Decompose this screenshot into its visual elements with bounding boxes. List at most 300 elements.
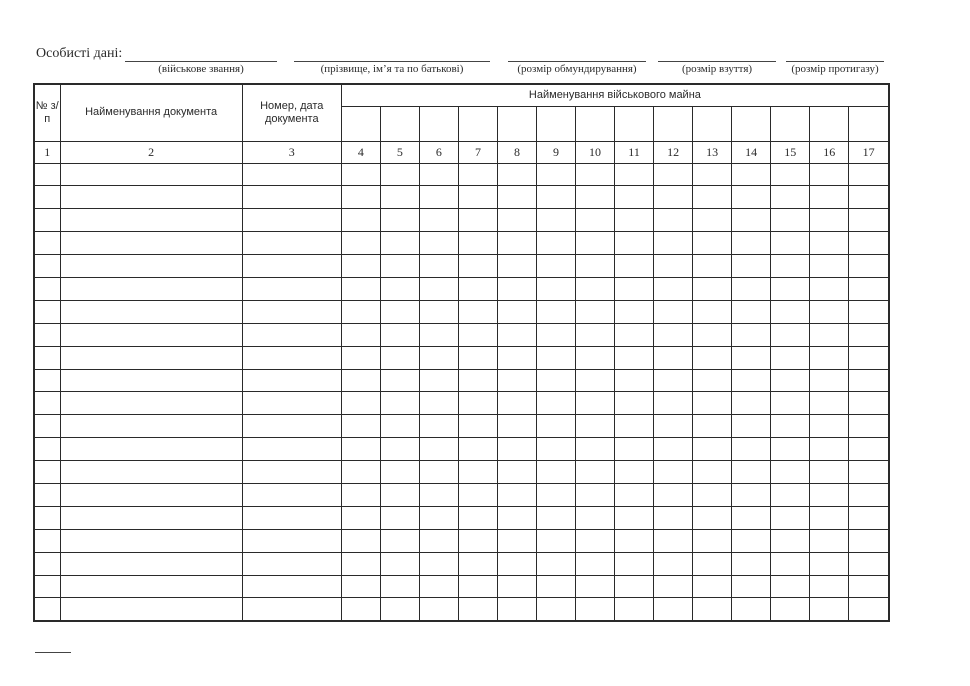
table-cell[interactable] <box>536 323 575 346</box>
table-cell[interactable] <box>810 461 849 484</box>
military-rank-field[interactable] <box>125 45 277 79</box>
table-cell[interactable] <box>654 598 693 621</box>
table-cell[interactable] <box>732 323 771 346</box>
table-cell[interactable] <box>732 186 771 209</box>
table-cell[interactable] <box>615 575 654 598</box>
table-cell[interactable] <box>654 552 693 575</box>
table-cell[interactable] <box>34 575 60 598</box>
table-cell[interactable] <box>732 369 771 392</box>
property-name-cell[interactable] <box>654 106 693 141</box>
table-cell[interactable] <box>732 277 771 300</box>
table-cell[interactable] <box>536 506 575 529</box>
property-name-cell[interactable] <box>810 106 849 141</box>
table-cell[interactable] <box>615 346 654 369</box>
table-cell[interactable] <box>849 392 889 415</box>
table-cell[interactable] <box>341 438 380 461</box>
property-name-cell[interactable] <box>732 106 771 141</box>
table-cell[interactable] <box>576 461 615 484</box>
table-cell[interactable] <box>536 483 575 506</box>
table-cell[interactable] <box>497 186 536 209</box>
table-cell[interactable] <box>60 438 242 461</box>
table-cell[interactable] <box>419 598 458 621</box>
table-cell[interactable] <box>771 438 810 461</box>
table-cell[interactable] <box>458 323 497 346</box>
property-name-cell[interactable] <box>341 106 380 141</box>
table-cell[interactable] <box>576 506 615 529</box>
table-cell[interactable] <box>380 209 419 232</box>
table-cell[interactable] <box>419 552 458 575</box>
table-cell[interactable] <box>341 209 380 232</box>
table-cell[interactable] <box>60 163 242 186</box>
table-cell[interactable] <box>242 529 341 552</box>
table-cell[interactable] <box>771 369 810 392</box>
table-cell[interactable] <box>615 277 654 300</box>
table-cell[interactable] <box>536 529 575 552</box>
table-cell[interactable] <box>380 255 419 278</box>
table-cell[interactable] <box>810 415 849 438</box>
table-cell[interactable] <box>497 483 536 506</box>
table-cell[interactable] <box>654 277 693 300</box>
table-cell[interactable] <box>576 552 615 575</box>
table-cell[interactable] <box>615 255 654 278</box>
table-cell[interactable] <box>615 300 654 323</box>
table-cell[interactable] <box>60 506 242 529</box>
table-cell[interactable] <box>810 255 849 278</box>
table-cell[interactable] <box>60 529 242 552</box>
table-cell[interactable] <box>60 186 242 209</box>
table-cell[interactable] <box>34 369 60 392</box>
table-cell[interactable] <box>693 186 732 209</box>
table-cell[interactable] <box>810 346 849 369</box>
table-cell[interactable] <box>34 529 60 552</box>
table-cell[interactable] <box>458 163 497 186</box>
table-cell[interactable] <box>849 346 889 369</box>
table-cell[interactable] <box>458 575 497 598</box>
table-cell[interactable] <box>771 300 810 323</box>
table-cell[interactable] <box>341 300 380 323</box>
table-cell[interactable] <box>693 232 732 255</box>
table-cell[interactable] <box>380 575 419 598</box>
table-cell[interactable] <box>732 209 771 232</box>
table-cell[interactable] <box>693 277 732 300</box>
table-cell[interactable] <box>536 461 575 484</box>
table-cell[interactable] <box>654 369 693 392</box>
table-cell[interactable] <box>60 392 242 415</box>
table-cell[interactable] <box>693 552 732 575</box>
table-cell[interactable] <box>380 392 419 415</box>
table-cell[interactable] <box>536 209 575 232</box>
table-cell[interactable] <box>654 438 693 461</box>
table-cell[interactable] <box>654 392 693 415</box>
table-cell[interactable] <box>458 255 497 278</box>
table-cell[interactable] <box>34 277 60 300</box>
table-cell[interactable] <box>380 300 419 323</box>
table-cell[interactable] <box>34 438 60 461</box>
table-cell[interactable] <box>693 323 732 346</box>
table-cell[interactable] <box>419 232 458 255</box>
table-cell[interactable] <box>341 346 380 369</box>
table-cell[interactable] <box>771 552 810 575</box>
table-cell[interactable] <box>732 346 771 369</box>
table-cell[interactable] <box>34 506 60 529</box>
table-cell[interactable] <box>419 483 458 506</box>
table-cell[interactable] <box>693 346 732 369</box>
table-cell[interactable] <box>615 598 654 621</box>
table-cell[interactable] <box>458 529 497 552</box>
table-cell[interactable] <box>341 552 380 575</box>
table-cell[interactable] <box>242 346 341 369</box>
table-cell[interactable] <box>615 438 654 461</box>
table-cell[interactable] <box>810 529 849 552</box>
table-cell[interactable] <box>458 461 497 484</box>
table-cell[interactable] <box>497 461 536 484</box>
table-cell[interactable] <box>849 186 889 209</box>
table-cell[interactable] <box>458 277 497 300</box>
table-cell[interactable] <box>497 232 536 255</box>
table-cell[interactable] <box>380 346 419 369</box>
table-cell[interactable] <box>60 232 242 255</box>
table-cell[interactable] <box>536 163 575 186</box>
table-cell[interactable] <box>341 186 380 209</box>
table-cell[interactable] <box>693 575 732 598</box>
table-cell[interactable] <box>341 277 380 300</box>
table-cell[interactable] <box>810 598 849 621</box>
table-cell[interactable] <box>536 300 575 323</box>
table-cell[interactable] <box>341 575 380 598</box>
table-cell[interactable] <box>497 255 536 278</box>
table-cell[interactable] <box>771 575 810 598</box>
table-cell[interactable] <box>810 438 849 461</box>
property-name-cell[interactable] <box>771 106 810 141</box>
table-cell[interactable] <box>242 209 341 232</box>
table-cell[interactable] <box>810 506 849 529</box>
table-cell[interactable] <box>419 323 458 346</box>
table-cell[interactable] <box>810 300 849 323</box>
table-cell[interactable] <box>849 552 889 575</box>
table-cell[interactable] <box>654 529 693 552</box>
table-cell[interactable] <box>615 415 654 438</box>
table-cell[interactable] <box>693 392 732 415</box>
table-cell[interactable] <box>849 438 889 461</box>
table-cell[interactable] <box>732 529 771 552</box>
property-name-cell[interactable] <box>458 106 497 141</box>
table-cell[interactable] <box>242 392 341 415</box>
property-name-cell[interactable] <box>419 106 458 141</box>
table-cell[interactable] <box>576 232 615 255</box>
table-cell[interactable] <box>615 392 654 415</box>
table-cell[interactable] <box>771 346 810 369</box>
property-name-cell[interactable] <box>615 106 654 141</box>
table-cell[interactable] <box>576 163 615 186</box>
table-cell[interactable] <box>458 300 497 323</box>
table-cell[interactable] <box>732 483 771 506</box>
table-cell[interactable] <box>536 438 575 461</box>
property-name-cell[interactable] <box>693 106 732 141</box>
table-cell[interactable] <box>615 461 654 484</box>
table-cell[interactable] <box>497 575 536 598</box>
table-cell[interactable] <box>497 598 536 621</box>
table-cell[interactable] <box>732 461 771 484</box>
table-cell[interactable] <box>732 506 771 529</box>
table-cell[interactable] <box>693 438 732 461</box>
table-cell[interactable] <box>242 438 341 461</box>
table-cell[interactable] <box>380 552 419 575</box>
table-cell[interactable] <box>242 300 341 323</box>
table-cell[interactable] <box>536 552 575 575</box>
table-cell[interactable] <box>419 255 458 278</box>
table-cell[interactable] <box>34 300 60 323</box>
table-cell[interactable] <box>242 575 341 598</box>
table-cell[interactable] <box>497 300 536 323</box>
table-cell[interactable] <box>60 277 242 300</box>
table-cell[interactable] <box>693 506 732 529</box>
table-cell[interactable] <box>849 483 889 506</box>
table-cell[interactable] <box>341 163 380 186</box>
property-name-cell[interactable] <box>497 106 536 141</box>
table-cell[interactable] <box>576 346 615 369</box>
table-cell[interactable] <box>419 415 458 438</box>
table-cell[interactable] <box>242 461 341 484</box>
table-cell[interactable] <box>536 392 575 415</box>
table-cell[interactable] <box>693 598 732 621</box>
table-cell[interactable] <box>654 209 693 232</box>
table-cell[interactable] <box>458 209 497 232</box>
table-cell[interactable] <box>849 461 889 484</box>
table-cell[interactable] <box>380 506 419 529</box>
table-cell[interactable] <box>458 598 497 621</box>
table-cell[interactable] <box>419 575 458 598</box>
table-cell[interactable] <box>615 369 654 392</box>
table-cell[interactable] <box>419 392 458 415</box>
table-cell[interactable] <box>654 255 693 278</box>
property-name-cell[interactable] <box>380 106 419 141</box>
table-cell[interactable] <box>771 598 810 621</box>
table-cell[interactable] <box>458 186 497 209</box>
table-cell[interactable] <box>810 369 849 392</box>
property-name-cell[interactable] <box>536 106 575 141</box>
table-cell[interactable] <box>458 552 497 575</box>
table-cell[interactable] <box>497 209 536 232</box>
table-cell[interactable] <box>654 461 693 484</box>
table-cell[interactable] <box>536 598 575 621</box>
table-cell[interactable] <box>849 209 889 232</box>
table-cell[interactable] <box>849 506 889 529</box>
table-cell[interactable] <box>419 369 458 392</box>
table-cell[interactable] <box>341 506 380 529</box>
table-cell[interactable] <box>576 300 615 323</box>
table-cell[interactable] <box>693 415 732 438</box>
table-cell[interactable] <box>34 323 60 346</box>
table-cell[interactable] <box>242 506 341 529</box>
table-cell[interactable] <box>693 483 732 506</box>
table-cell[interactable] <box>60 598 242 621</box>
table-cell[interactable] <box>341 392 380 415</box>
table-cell[interactable] <box>34 552 60 575</box>
table-cell[interactable] <box>576 209 615 232</box>
table-cell[interactable] <box>458 392 497 415</box>
table-cell[interactable] <box>458 346 497 369</box>
table-cell[interactable] <box>60 483 242 506</box>
property-name-cell[interactable] <box>849 106 889 141</box>
table-cell[interactable] <box>380 438 419 461</box>
table-cell[interactable] <box>810 232 849 255</box>
table-cell[interactable] <box>242 232 341 255</box>
table-cell[interactable] <box>34 415 60 438</box>
table-cell[interactable] <box>849 300 889 323</box>
table-cell[interactable] <box>34 186 60 209</box>
table-cell[interactable] <box>732 232 771 255</box>
table-cell[interactable] <box>60 552 242 575</box>
table-cell[interactable] <box>497 346 536 369</box>
table-cell[interactable] <box>849 598 889 621</box>
table-cell[interactable] <box>615 483 654 506</box>
table-cell[interactable] <box>732 575 771 598</box>
table-cell[interactable] <box>771 529 810 552</box>
table-cell[interactable] <box>242 255 341 278</box>
table-cell[interactable] <box>419 209 458 232</box>
table-cell[interactable] <box>536 255 575 278</box>
table-cell[interactable] <box>771 255 810 278</box>
table-cell[interactable] <box>380 186 419 209</box>
table-cell[interactable] <box>536 277 575 300</box>
table-cell[interactable] <box>771 232 810 255</box>
table-cell[interactable] <box>242 483 341 506</box>
table-cell[interactable] <box>341 369 380 392</box>
table-cell[interactable] <box>576 483 615 506</box>
table-cell[interactable] <box>849 369 889 392</box>
table-cell[interactable] <box>693 529 732 552</box>
table-cell[interactable] <box>771 415 810 438</box>
table-cell[interactable] <box>419 346 458 369</box>
table-cell[interactable] <box>242 163 341 186</box>
table-cell[interactable] <box>458 438 497 461</box>
table-cell[interactable] <box>732 300 771 323</box>
table-cell[interactable] <box>654 163 693 186</box>
table-cell[interactable] <box>732 163 771 186</box>
table-cell[interactable] <box>615 506 654 529</box>
table-cell[interactable] <box>497 552 536 575</box>
table-cell[interactable] <box>536 369 575 392</box>
table-cell[interactable] <box>771 461 810 484</box>
table-cell[interactable] <box>497 369 536 392</box>
table-cell[interactable] <box>380 277 419 300</box>
table-cell[interactable] <box>419 186 458 209</box>
table-cell[interactable] <box>810 483 849 506</box>
table-cell[interactable] <box>732 438 771 461</box>
table-cell[interactable] <box>654 186 693 209</box>
table-cell[interactable] <box>849 232 889 255</box>
table-cell[interactable] <box>771 323 810 346</box>
table-cell[interactable] <box>497 529 536 552</box>
uniform-size-field[interactable] <box>508 45 646 79</box>
table-cell[interactable] <box>380 232 419 255</box>
table-cell[interactable] <box>615 163 654 186</box>
table-cell[interactable] <box>693 209 732 232</box>
table-cell[interactable] <box>771 392 810 415</box>
property-name-cell[interactable] <box>576 106 615 141</box>
table-cell[interactable] <box>419 163 458 186</box>
table-cell[interactable] <box>341 483 380 506</box>
table-cell[interactable] <box>34 392 60 415</box>
table-cell[interactable] <box>771 483 810 506</box>
table-cell[interactable] <box>536 575 575 598</box>
table-cell[interactable] <box>497 323 536 346</box>
table-cell[interactable] <box>60 255 242 278</box>
table-cell[interactable] <box>576 392 615 415</box>
table-cell[interactable] <box>615 552 654 575</box>
table-cell[interactable] <box>849 529 889 552</box>
table-cell[interactable] <box>458 483 497 506</box>
table-cell[interactable] <box>810 186 849 209</box>
table-cell[interactable] <box>576 438 615 461</box>
table-cell[interactable] <box>810 209 849 232</box>
table-cell[interactable] <box>380 369 419 392</box>
table-cell[interactable] <box>810 552 849 575</box>
table-cell[interactable] <box>34 598 60 621</box>
table-cell[interactable] <box>60 461 242 484</box>
table-cell[interactable] <box>810 277 849 300</box>
table-cell[interactable] <box>60 300 242 323</box>
table-cell[interactable] <box>341 323 380 346</box>
table-cell[interactable] <box>341 232 380 255</box>
table-cell[interactable] <box>536 346 575 369</box>
table-cell[interactable] <box>576 575 615 598</box>
table-cell[interactable] <box>771 277 810 300</box>
table-cell[interactable] <box>849 163 889 186</box>
table-cell[interactable] <box>34 163 60 186</box>
full-name-field[interactable] <box>294 45 490 79</box>
table-cell[interactable] <box>576 369 615 392</box>
table-cell[interactable] <box>771 186 810 209</box>
table-cell[interactable] <box>242 277 341 300</box>
table-cell[interactable] <box>60 346 242 369</box>
table-cell[interactable] <box>242 552 341 575</box>
table-cell[interactable] <box>615 232 654 255</box>
table-cell[interactable] <box>810 575 849 598</box>
table-cell[interactable] <box>60 209 242 232</box>
table-cell[interactable] <box>810 323 849 346</box>
table-cell[interactable] <box>34 346 60 369</box>
table-cell[interactable] <box>34 232 60 255</box>
table-cell[interactable] <box>34 483 60 506</box>
table-cell[interactable] <box>380 461 419 484</box>
table-cell[interactable] <box>341 529 380 552</box>
table-cell[interactable] <box>34 255 60 278</box>
table-cell[interactable] <box>771 506 810 529</box>
table-cell[interactable] <box>419 438 458 461</box>
table-cell[interactable] <box>380 323 419 346</box>
table-cell[interactable] <box>576 255 615 278</box>
table-cell[interactable] <box>654 575 693 598</box>
table-cell[interactable] <box>576 529 615 552</box>
table-cell[interactable] <box>60 575 242 598</box>
table-cell[interactable] <box>810 392 849 415</box>
table-cell[interactable] <box>497 277 536 300</box>
table-cell[interactable] <box>380 483 419 506</box>
table-cell[interactable] <box>693 255 732 278</box>
table-cell[interactable] <box>771 163 810 186</box>
table-cell[interactable] <box>732 255 771 278</box>
table-cell[interactable] <box>34 209 60 232</box>
table-cell[interactable] <box>849 277 889 300</box>
table-cell[interactable] <box>458 232 497 255</box>
table-cell[interactable] <box>242 415 341 438</box>
table-cell[interactable] <box>458 506 497 529</box>
table-cell[interactable] <box>341 598 380 621</box>
table-cell[interactable] <box>380 529 419 552</box>
table-cell[interactable] <box>536 232 575 255</box>
table-cell[interactable] <box>693 461 732 484</box>
